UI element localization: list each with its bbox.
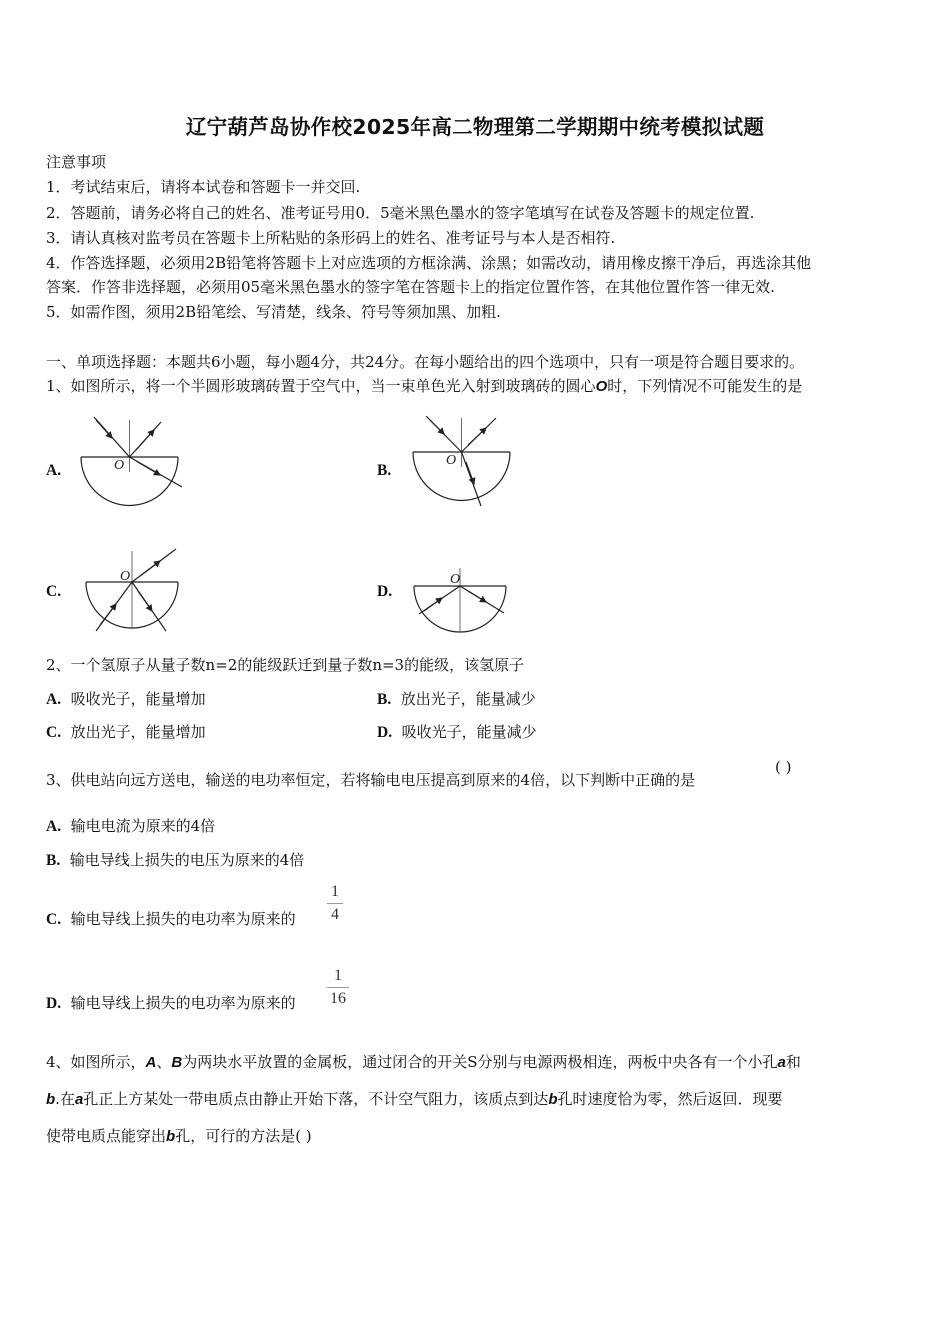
fraction-one-sixteenth: 1 16 <box>327 967 349 1008</box>
q2-option-b[interactable]: B. 放出光子，能量减少 <box>377 690 536 708</box>
q2-option-d[interactable]: D. 吸收光子，能量减少 <box>377 723 537 741</box>
svg-text:O: O <box>114 458 125 473</box>
notice-item: 答案．作答非选择题，必须用05毫米黑色墨水的签字笔在答题卡上的指定位置作答，在其他位置作答一律无效. <box>46 278 775 296</box>
figure-a <box>76 412 196 512</box>
q3-answer-paren: ( ) <box>775 758 792 776</box>
svg-text:O: O <box>446 453 457 468</box>
q1-option-c-label: C. <box>46 583 62 600</box>
section-heading: 一、单项选择题：本题共6小题，每小题4分，共24分。在每小题给出的四个选项中，只有一项是符合题目要求的。 <box>46 353 805 371</box>
notice-item: 1．考试结束后，请将本试卷和答题卡一并交回. <box>46 178 361 196</box>
q3-option-a[interactable]: A. 输电电流为原来的4倍 <box>46 817 216 835</box>
figure-c <box>86 546 206 636</box>
q2-option-a[interactable]: A. 吸收光子，能量增加 <box>46 690 206 708</box>
notice-item: 2．答题前，请务必将自己的姓名、准考证号用0．5毫米黑色墨水的签字笔填写在试卷及答题卡的规定位置. <box>46 204 755 222</box>
q3-option-d[interactable]: D. 输电导线上损失的电功率为原来的 <box>46 994 296 1012</box>
q3-option-c[interactable]: C. 输电导线上损失的电功率为原来的 <box>46 910 296 928</box>
q2-stem: 2、一个氢原子从量子数n=2的能级跃迁到量子数n=3的能级，该氢原子 <box>46 656 525 674</box>
q1-option-b-label: B. <box>377 462 392 479</box>
q1-option-a-label: A. <box>46 462 62 479</box>
page-title: 辽宁葫芦岛协作校2025年高二物理第二学期期中统考模拟试题 <box>185 115 765 139</box>
q3-stem: 3、供电站向远方送电，输送的电功率恒定，若将输电电压提高到原来的4倍，以下判断中正确的是 <box>46 771 696 789</box>
notice-item: 5．如需作图，须用2B铅笔绘、写清楚，线条、符号等须加黑、加粗. <box>46 303 501 321</box>
q1-stem: 1、如图所示，将一个半圆形玻璃砖置于空气中，当一束单色光入射到玻璃砖的圆心O时，下列情况不可能发生的是 <box>46 377 803 395</box>
q3-option-b[interactable]: B. 输电导线上损失的电压为原来的4倍 <box>46 851 305 869</box>
notice-item: 3．请认真核对监考员在答题卡上所粘贴的条形码上的姓名、准考证号与本人是否相符. <box>46 229 616 247</box>
q4-line-3: 使带电质点能穿出b孔，可行的方法是( ) <box>46 1127 312 1145</box>
figure-d <box>414 566 524 638</box>
q2-option-c[interactable]: C. 放出光子，能量增加 <box>46 723 206 741</box>
notice-heading: 注意事项 <box>46 153 107 171</box>
q1-option-d-label: D. <box>377 583 393 600</box>
svg-text:O: O <box>120 569 131 584</box>
figure-b <box>408 412 528 512</box>
q4-line-2: b.在a孔正上方某处一带电质点由静止开始下落，不计空气阻力，该质点到达b孔时速度恰为零，然后返回．现要 <box>46 1090 783 1108</box>
notice-item: 4．作答选择题，必须用2B铅笔将答题卡上对应选项的方框涂满、涂黑；如需改动，请用橡皮擦干净后，再选涂其他 <box>46 254 812 272</box>
svg-text:O: O <box>450 572 461 587</box>
q4-line-1: 4、如图所示，A、B为两块水平放置的金属板，通过闭合的开关S分别与电源两极相连，两板中央各有一个小孔a和 <box>46 1053 801 1071</box>
fraction-one-quarter: 1 4 <box>327 883 343 924</box>
point-o-label: O <box>595 378 608 395</box>
